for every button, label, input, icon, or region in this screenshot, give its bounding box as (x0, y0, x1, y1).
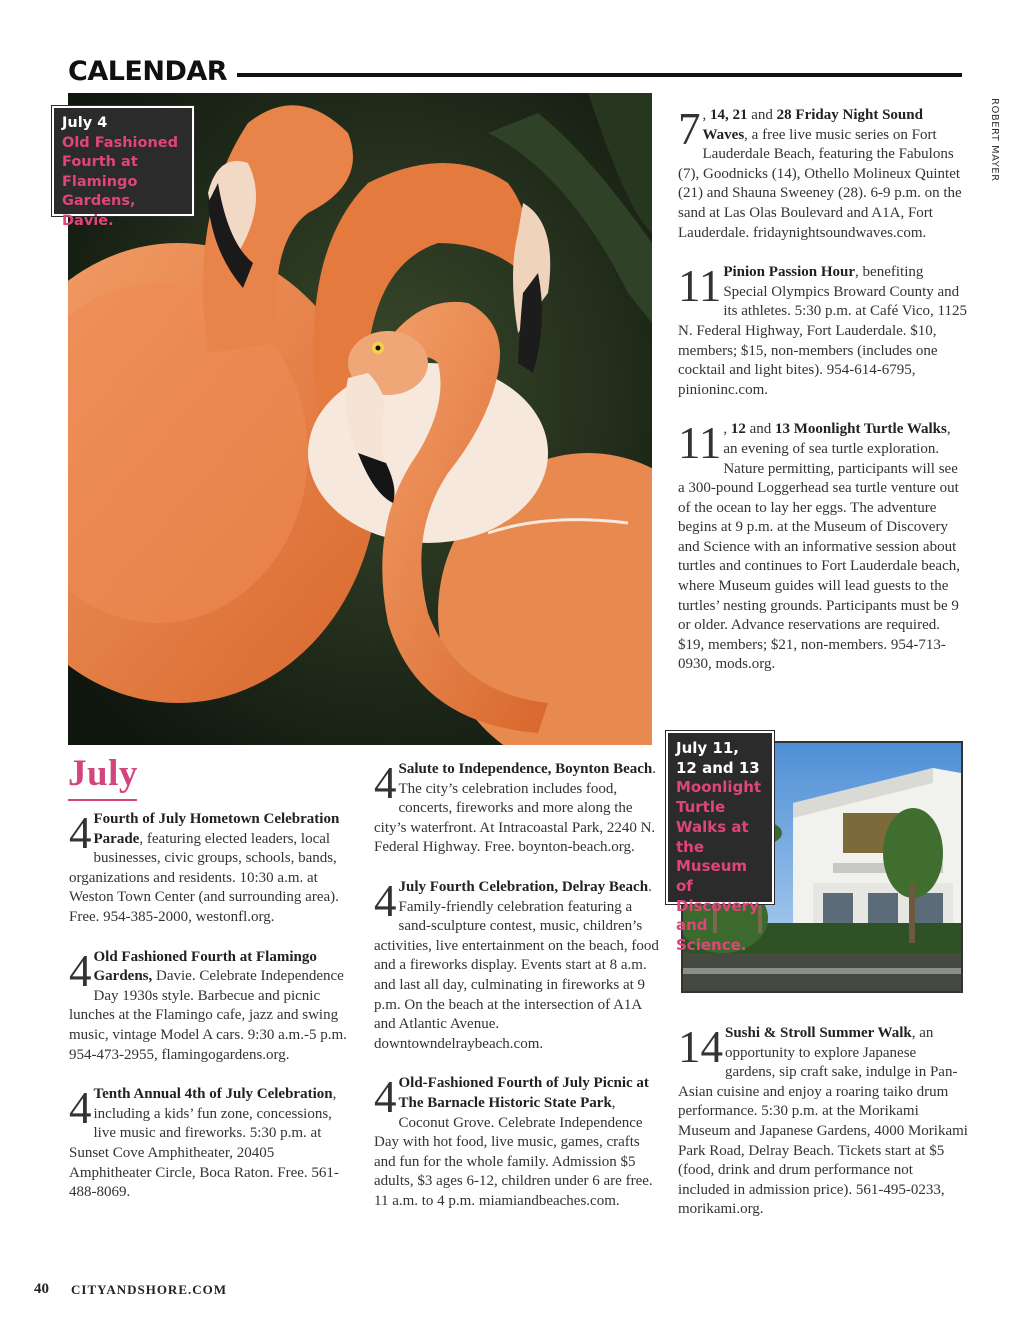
event-day-number: 4 (374, 1072, 397, 1123)
event-barnacle-picnic: 4 Old-Fashioned Fourth of July Picnic at The Barnacle Historic State Park, Coconut Grove. Celebrate Independence Day with hot food, live music, games, crafts and fun for the whole family. Admission $5 adults, $3 ages 6-12, children under 6 are free. 11 a.m. to 4 p.m. miamiandbeaches.com. (374, 1072, 653, 1209)
event-pinion-passion-hour: 11 Pinion Passion Hour, benefiting Special Olympics Broward County and its athletes. 5:30 p.m. at Café Vico, 1125 N. Federal Highway, Fort Lauderdale. $10, members; $15, non-members (includes one cocktail and light bites). 954-614-6795, pinioninc.com. (678, 261, 967, 398)
events-column-3 (678, 106, 968, 695)
event-day-number: 4 (69, 945, 92, 996)
photo-credit: ROBERT MAYER (989, 98, 1000, 182)
event-friday-night-sound-waves: 7 , 14, 21 and 28 Friday Night Sound Waves, a free live music series on Fort Lauderdale Beach, featuring the Fabulons (7), Goodnicks (14), Othello Molineux Quintet (21) and Shauna Sweeney (28). 6-9 p.m. on the sand at Las Olas Boulevard and A1A, Fort Lauderdale. fridaynightsoundwaves.com. (678, 104, 962, 241)
event-hometown-parade: 4 Fourth of July Hometown Celebration Parade, featuring elected leaders, local businesses, civic groups, schools, bands, organizations and residents. 10:30 a.m. at Weston Town Center (and surrounding area). Free. 954-385-2000, westonfl.org. (69, 808, 340, 925)
event-day-number: 7 (678, 104, 701, 154)
page-title: CALENDAR (68, 56, 228, 87)
month-heading: July (68, 753, 138, 794)
caption-date: July 11, 12 and 13 (676, 739, 760, 777)
photo-caption-museum (666, 731, 774, 955)
event-sushi-stroll: 14 Sushi & Stroll Summer Walk, an opportunity to explore Japanese gardens, sip craft sake, indulge in Pan-Asian cuisine and enjoy a roaring taiko drum performance. 5:30 p.m. at the Morikami Museum and Japanese Gardens, 4000 Morikami Park Road, Delray Beach. Tickets start at $5 (food, drink and drum performance not included in admission price). 561-495-0233, morikami.org. (678, 1022, 968, 1218)
event-tenth-annual: 4 Tenth Annual 4th of July Celebration, including a kids’ fun zone, concessions, live music and fireworks. 5:30 p.m. at Sunset Cove Amphitheater, 20405 Amphitheater Circle, Boca Raton. Free. 561-488-8069. (69, 1083, 339, 1201)
event-day-number: 14 (678, 1022, 723, 1072)
page-number: 40 (34, 1281, 49, 1297)
event-day-number: 4 (69, 1083, 92, 1134)
month-rule (68, 799, 137, 801)
event-day-number: 11 (678, 261, 722, 312)
events-column-2 (374, 760, 660, 1231)
event-day-number: 4 (374, 875, 397, 926)
event-moonlight-turtle-walks: 11 , 12 and 13 Moonlight Turtle Walks, an evening of sea turtle exploration. Nature permitting, participants will see a 300-pound Loggerhead sea turtle venture out of the ocean to lay her eggs. The adventure begins at 9 p.m. at the Museum of Discovery and Science with an informative session about turtles and continues to Fort Lauderdale beach, where Museum guides will lead guests to the turtles’ nesting grounds. Participants must be 9 or older. Advance reservations are required. $19, members; $21, non-members. 954-713-0930, mods.org. (678, 418, 960, 673)
event-day-number: 11 (678, 418, 722, 469)
header-rule (237, 73, 962, 77)
caption-date: July 4 (62, 115, 108, 131)
caption-description: Moonlight Turtle Walks at the Museum of Discovery and Science. (676, 778, 762, 955)
caption-description: Old Fashioned Fourth at Flamingo Gardens, Davie. (62, 134, 178, 229)
photo-caption-flamingo (52, 106, 194, 229)
events-column-3-bottom (678, 1024, 968, 1240)
event-day-number: 4 (69, 808, 92, 858)
event-flamingo-gardens: 4 Old Fashioned Fourth at Flamingo Gardens, Davie. Celebrate Independence Day 1930s style. Barbecue and picnic lunches at the Flamingo cafe, jazz and swing music, vintage Model A cars. 9:30 a.m.-5 p.m. 954-473-2955, flamingogardens.org. (69, 945, 347, 1063)
event-delray-beach: 4 July Fourth Celebration, Delray Beach. Family-friendly celebration featuring a sand-sculpture contest, music, children’s activities, live entertainment on the beach, food and a fireworks display. Events start at 8 a.m. and last all day, culminating in fireworks at 9 p.m. On the beach at the intersection of A1A and Atlantic Avenue. downtowndelraybeach.com. (374, 875, 659, 1052)
events-column-1 (69, 810, 354, 1223)
website-link[interactable]: CITYANDSHORE.COM (71, 1282, 228, 1297)
event-day-number: 4 (374, 758, 397, 808)
event-boynton-beach: 4 Salute to Independence, Boynton Beach. The city’s celebration includes food, concerts, fireworks and more along the city’s waterfront. At Intracoastal Park, 2240 N. Federal Highway. Free. boynton-beach.org. (374, 758, 657, 856)
